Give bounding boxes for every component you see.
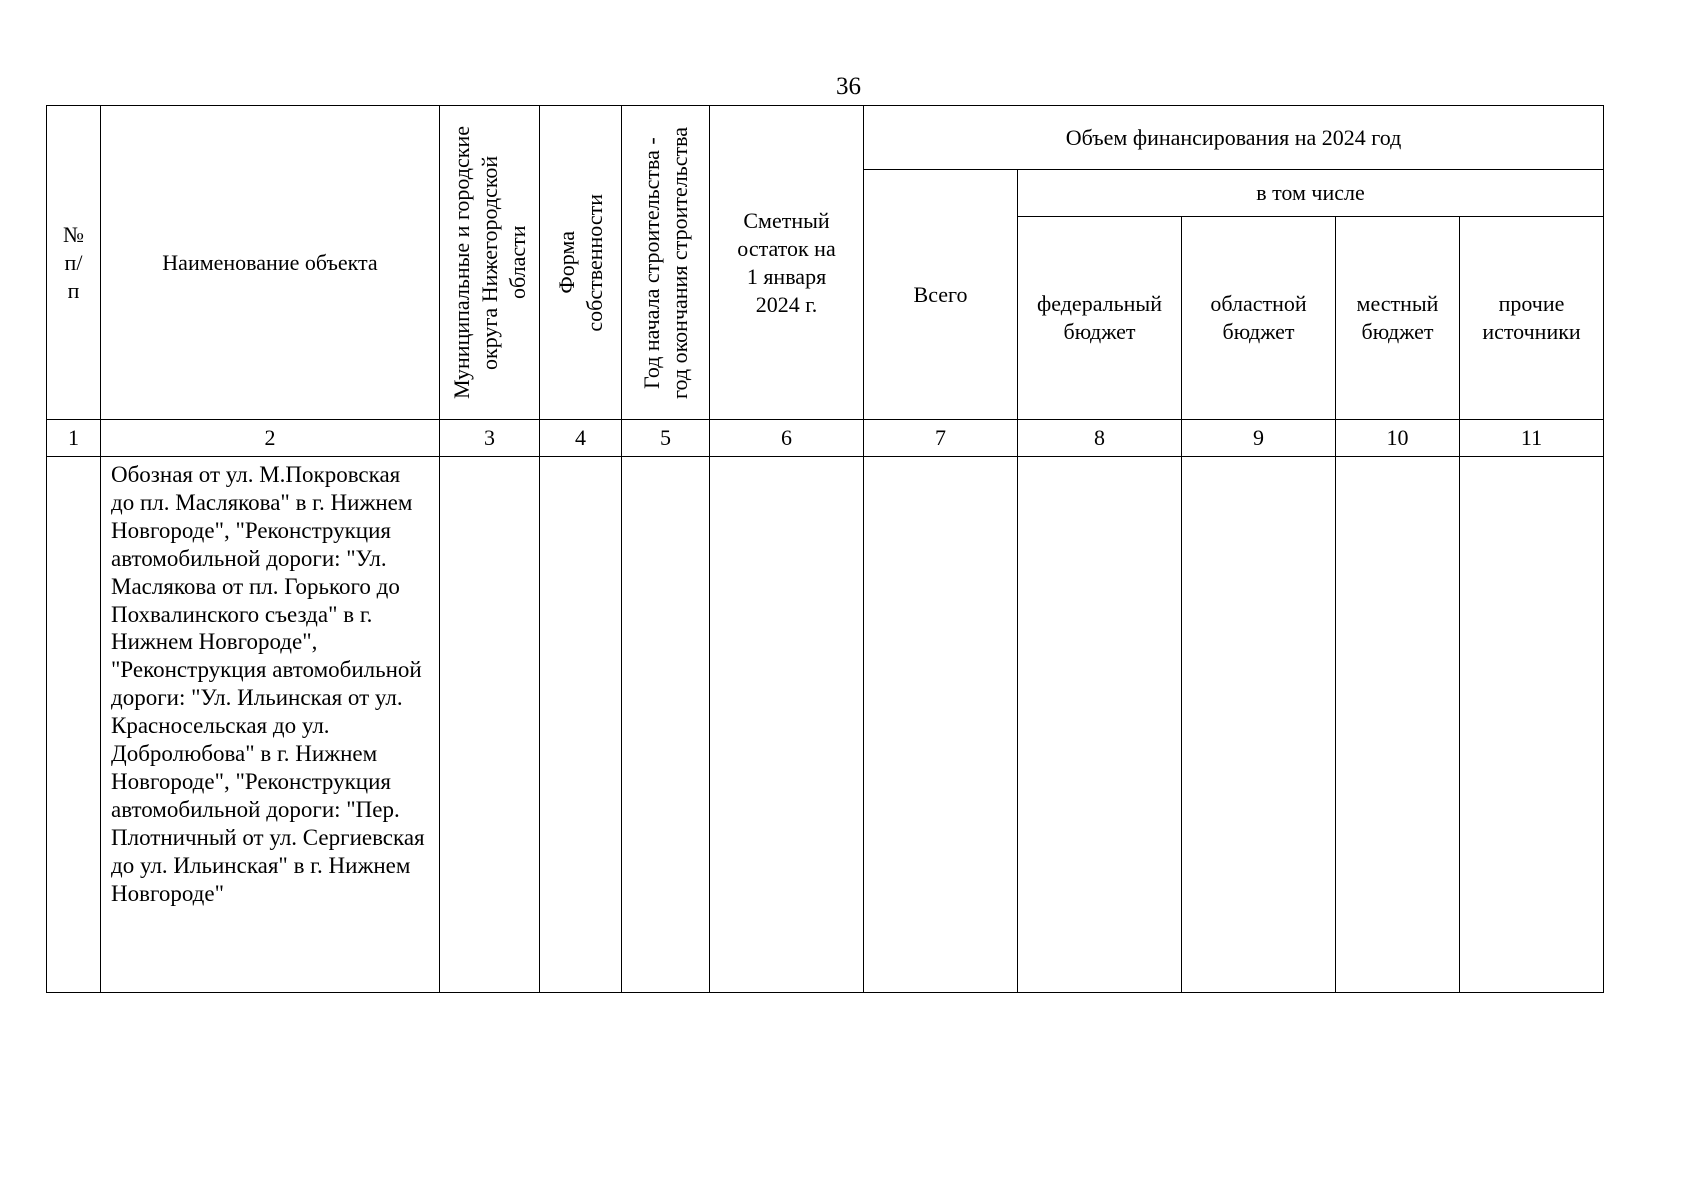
column-number: 7	[864, 420, 1018, 457]
column-number: 1	[47, 420, 101, 457]
row-local	[1336, 457, 1460, 993]
column-number: 11	[1460, 420, 1604, 457]
financing-table	[46, 105, 1604, 993]
column-number: 6	[710, 420, 864, 457]
column-number: 2	[101, 420, 440, 457]
page-number: 36	[836, 73, 861, 100]
row-years	[622, 457, 710, 993]
header-regional: областной бюджет	[1182, 217, 1336, 420]
column-number: 10	[1336, 420, 1460, 457]
row-total	[864, 457, 1018, 993]
header-estimate: Сметный остаток на 1 января 2024 г.	[710, 106, 864, 420]
header-ownership-cell	[540, 106, 622, 420]
row-num	[47, 457, 101, 993]
header-total: Всего	[864, 170, 1018, 420]
header-row-1	[47, 106, 1604, 170]
object-name: Обозная от ул. М.Покровская до пл. Маслякова" в г. Нижнем Новгороде", "Реконструкция автомобильной дороги: "Ул. Маслякова от пл. Горького до Похвалинского съезда" в г. Нижнем Новгороде", "Реконструкция автомобильной дороги: "Ул. Ильинская от ул. Красносельская до ул. Добролюбова" в г. Нижнем Новгороде", "Реконструкция автомобильной дороги: "Пер. Плотничный от ул. Сергиевская до ул. Ильинская" в г. Нижнем Новгороде"	[101, 457, 440, 993]
header-municipal: Муниципальные и городские округа Нижегородской области	[448, 126, 530, 399]
header-name: Наименование объекта	[101, 106, 440, 420]
column-number: 3	[440, 420, 540, 457]
row-municipal	[440, 457, 540, 993]
header-federal: федеральный бюджет	[1018, 217, 1182, 420]
header-municipal-cell	[440, 106, 540, 420]
column-number: 8	[1018, 420, 1182, 457]
header-funding-title: Объем финансирования на 2024 год	[864, 106, 1604, 170]
column-number-row	[47, 420, 1604, 457]
header-local: местный бюджет	[1336, 217, 1460, 420]
header-including: в том числе	[1018, 170, 1604, 217]
column-number: 5	[622, 420, 710, 457]
header-ownership: Форма собственности	[553, 193, 607, 332]
row-regional	[1182, 457, 1336, 993]
column-number: 9	[1182, 420, 1336, 457]
table-row	[47, 457, 1604, 993]
row-federal	[1018, 457, 1182, 993]
column-number: 4	[540, 420, 622, 457]
header-years-cell	[622, 106, 710, 420]
header-years: Год начала строительства - год окончания строительства	[638, 126, 692, 399]
row-estimate	[710, 457, 864, 993]
header-num: № п/ п	[47, 106, 101, 420]
row-other	[1460, 457, 1604, 993]
header-other: прочие источники	[1460, 217, 1604, 420]
row-ownership	[540, 457, 622, 993]
